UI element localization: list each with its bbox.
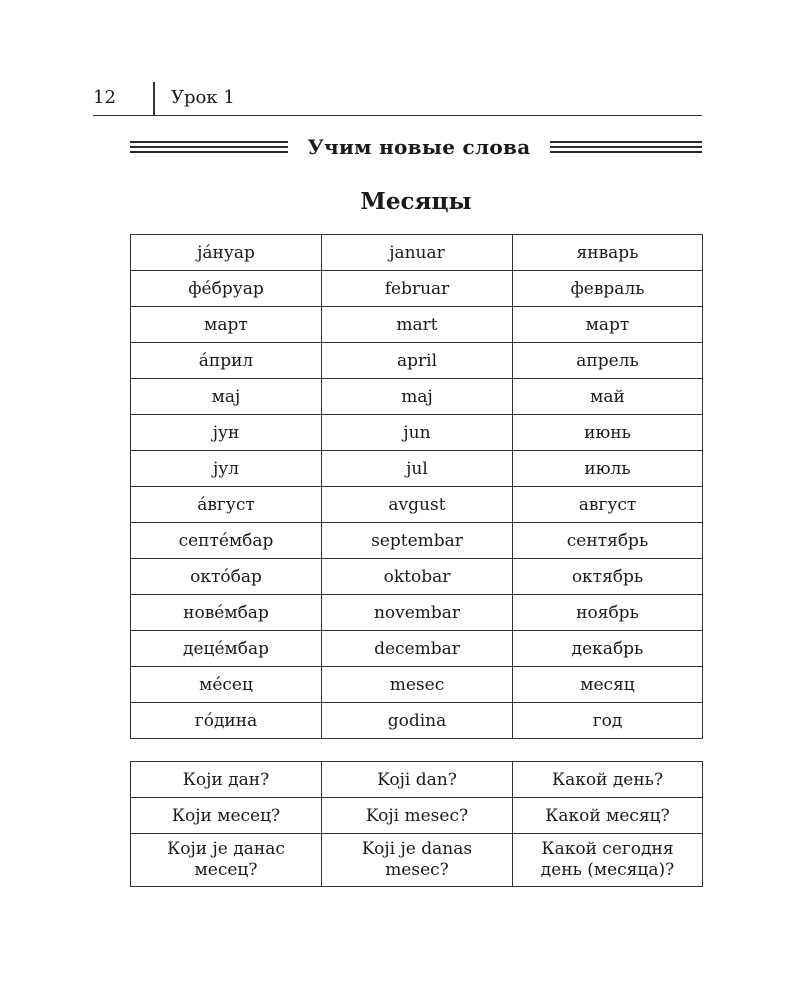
table-row xyxy=(131,834,703,887)
cell-line: месец? xyxy=(194,860,258,880)
table-row xyxy=(131,451,703,487)
cell-line: mesec? xyxy=(385,860,449,880)
russian-cell: год xyxy=(513,703,703,739)
russian-cell: Какой месяц? xyxy=(513,798,703,834)
running-header xyxy=(93,82,702,116)
russian-cell: октябрь xyxy=(513,559,703,595)
russian-cell: январь xyxy=(513,235,703,271)
serbian-cyrillic-cell: мај xyxy=(131,379,322,415)
table-row xyxy=(131,762,703,798)
serbian-cyrillic-cell: jáнуар xyxy=(131,235,322,271)
table-row xyxy=(131,667,703,703)
serbian-cyrillic-cell: новéмбар xyxy=(131,595,322,631)
serbian-latin-cell: decembar xyxy=(322,631,513,667)
months-title: Месяцы xyxy=(360,188,472,215)
russian-cell: Какой день? xyxy=(513,762,703,798)
serbian-cyrillic-cell: септéмбар xyxy=(131,523,322,559)
russian-cell: март xyxy=(513,307,703,343)
serbian-cyrillic-cell: мéсец xyxy=(131,667,322,703)
russian-cell: август xyxy=(513,487,703,523)
serbian-latin-cell: maj xyxy=(322,379,513,415)
serbian-latin-cell: avgust xyxy=(322,487,513,523)
serbian-latin-cell: mart xyxy=(322,307,513,343)
serbian-latin-cell xyxy=(322,834,513,887)
table-row xyxy=(131,595,703,631)
banner-rules-left xyxy=(130,141,288,153)
cell-line: Koji je danas xyxy=(361,839,473,859)
serbian-latin-cell: oktobar xyxy=(322,559,513,595)
table-row xyxy=(131,307,703,343)
serbian-latin-cell: mesec xyxy=(322,667,513,703)
table-row xyxy=(131,523,703,559)
russian-cell: июнь xyxy=(513,415,703,451)
serbian-cyrillic-cell: Који дан? xyxy=(131,762,322,798)
serbian-cyrillic-cell: áприл xyxy=(131,343,322,379)
russian-cell: ноябрь xyxy=(513,595,703,631)
months-table xyxy=(130,234,703,739)
russian-cell: апрель xyxy=(513,343,703,379)
serbian-cyrillic-cell: јул xyxy=(131,451,322,487)
serbian-latin-cell: Koji mesec? xyxy=(322,798,513,834)
serbian-cyrillic-cell: Који месец? xyxy=(131,798,322,834)
table-row xyxy=(131,798,703,834)
russian-cell: июль xyxy=(513,451,703,487)
russian-cell: декабрь xyxy=(513,631,703,667)
table-row xyxy=(131,235,703,271)
table-row xyxy=(131,631,703,667)
cell-line: Који је данас xyxy=(167,839,285,859)
header-divider xyxy=(153,82,155,115)
cell-line: день (месяца)? xyxy=(540,860,675,880)
banner-rules-right xyxy=(550,141,702,153)
chapter-title: Урок 1 xyxy=(171,87,235,108)
serbian-latin-cell: Koji dan? xyxy=(322,762,513,798)
page-number: 12 xyxy=(93,87,116,108)
table-row xyxy=(131,343,703,379)
serbian-cyrillic-cell: октóбар xyxy=(131,559,322,595)
serbian-latin-cell: april xyxy=(322,343,513,379)
serbian-latin-cell: septembar xyxy=(322,523,513,559)
russian-cell: май xyxy=(513,379,703,415)
serbian-cyrillic-cell: децéмбар xyxy=(131,631,322,667)
russian-cell: сентябрь xyxy=(513,523,703,559)
table-row xyxy=(131,415,703,451)
table-row xyxy=(131,703,703,739)
section-title: Учим новые слова xyxy=(307,135,531,159)
serbian-cyrillic-cell: јун xyxy=(131,415,322,451)
russian-cell: месяц xyxy=(513,667,703,703)
table-row xyxy=(131,271,703,307)
serbian-cyrillic-cell xyxy=(131,834,322,887)
table-row xyxy=(131,559,703,595)
russian-cell: февраль xyxy=(513,271,703,307)
serbian-latin-cell: jun xyxy=(322,415,513,451)
serbian-cyrillic-cell: март xyxy=(131,307,322,343)
serbian-cyrillic-cell: фéбруар xyxy=(131,271,322,307)
questions-table xyxy=(130,761,703,887)
serbian-cyrillic-cell: гóдина xyxy=(131,703,322,739)
serbian-latin-cell: januar xyxy=(322,235,513,271)
serbian-cyrillic-cell: áвгуст xyxy=(131,487,322,523)
russian-cell xyxy=(513,834,703,887)
cell-line: Какой сегодня xyxy=(541,839,674,859)
serbian-latin-cell: godina xyxy=(322,703,513,739)
section-banner xyxy=(130,132,702,162)
table-row xyxy=(131,379,703,415)
serbian-latin-cell: februar xyxy=(322,271,513,307)
table-row xyxy=(131,487,703,523)
serbian-latin-cell: novembar xyxy=(322,595,513,631)
serbian-latin-cell: jul xyxy=(322,451,513,487)
